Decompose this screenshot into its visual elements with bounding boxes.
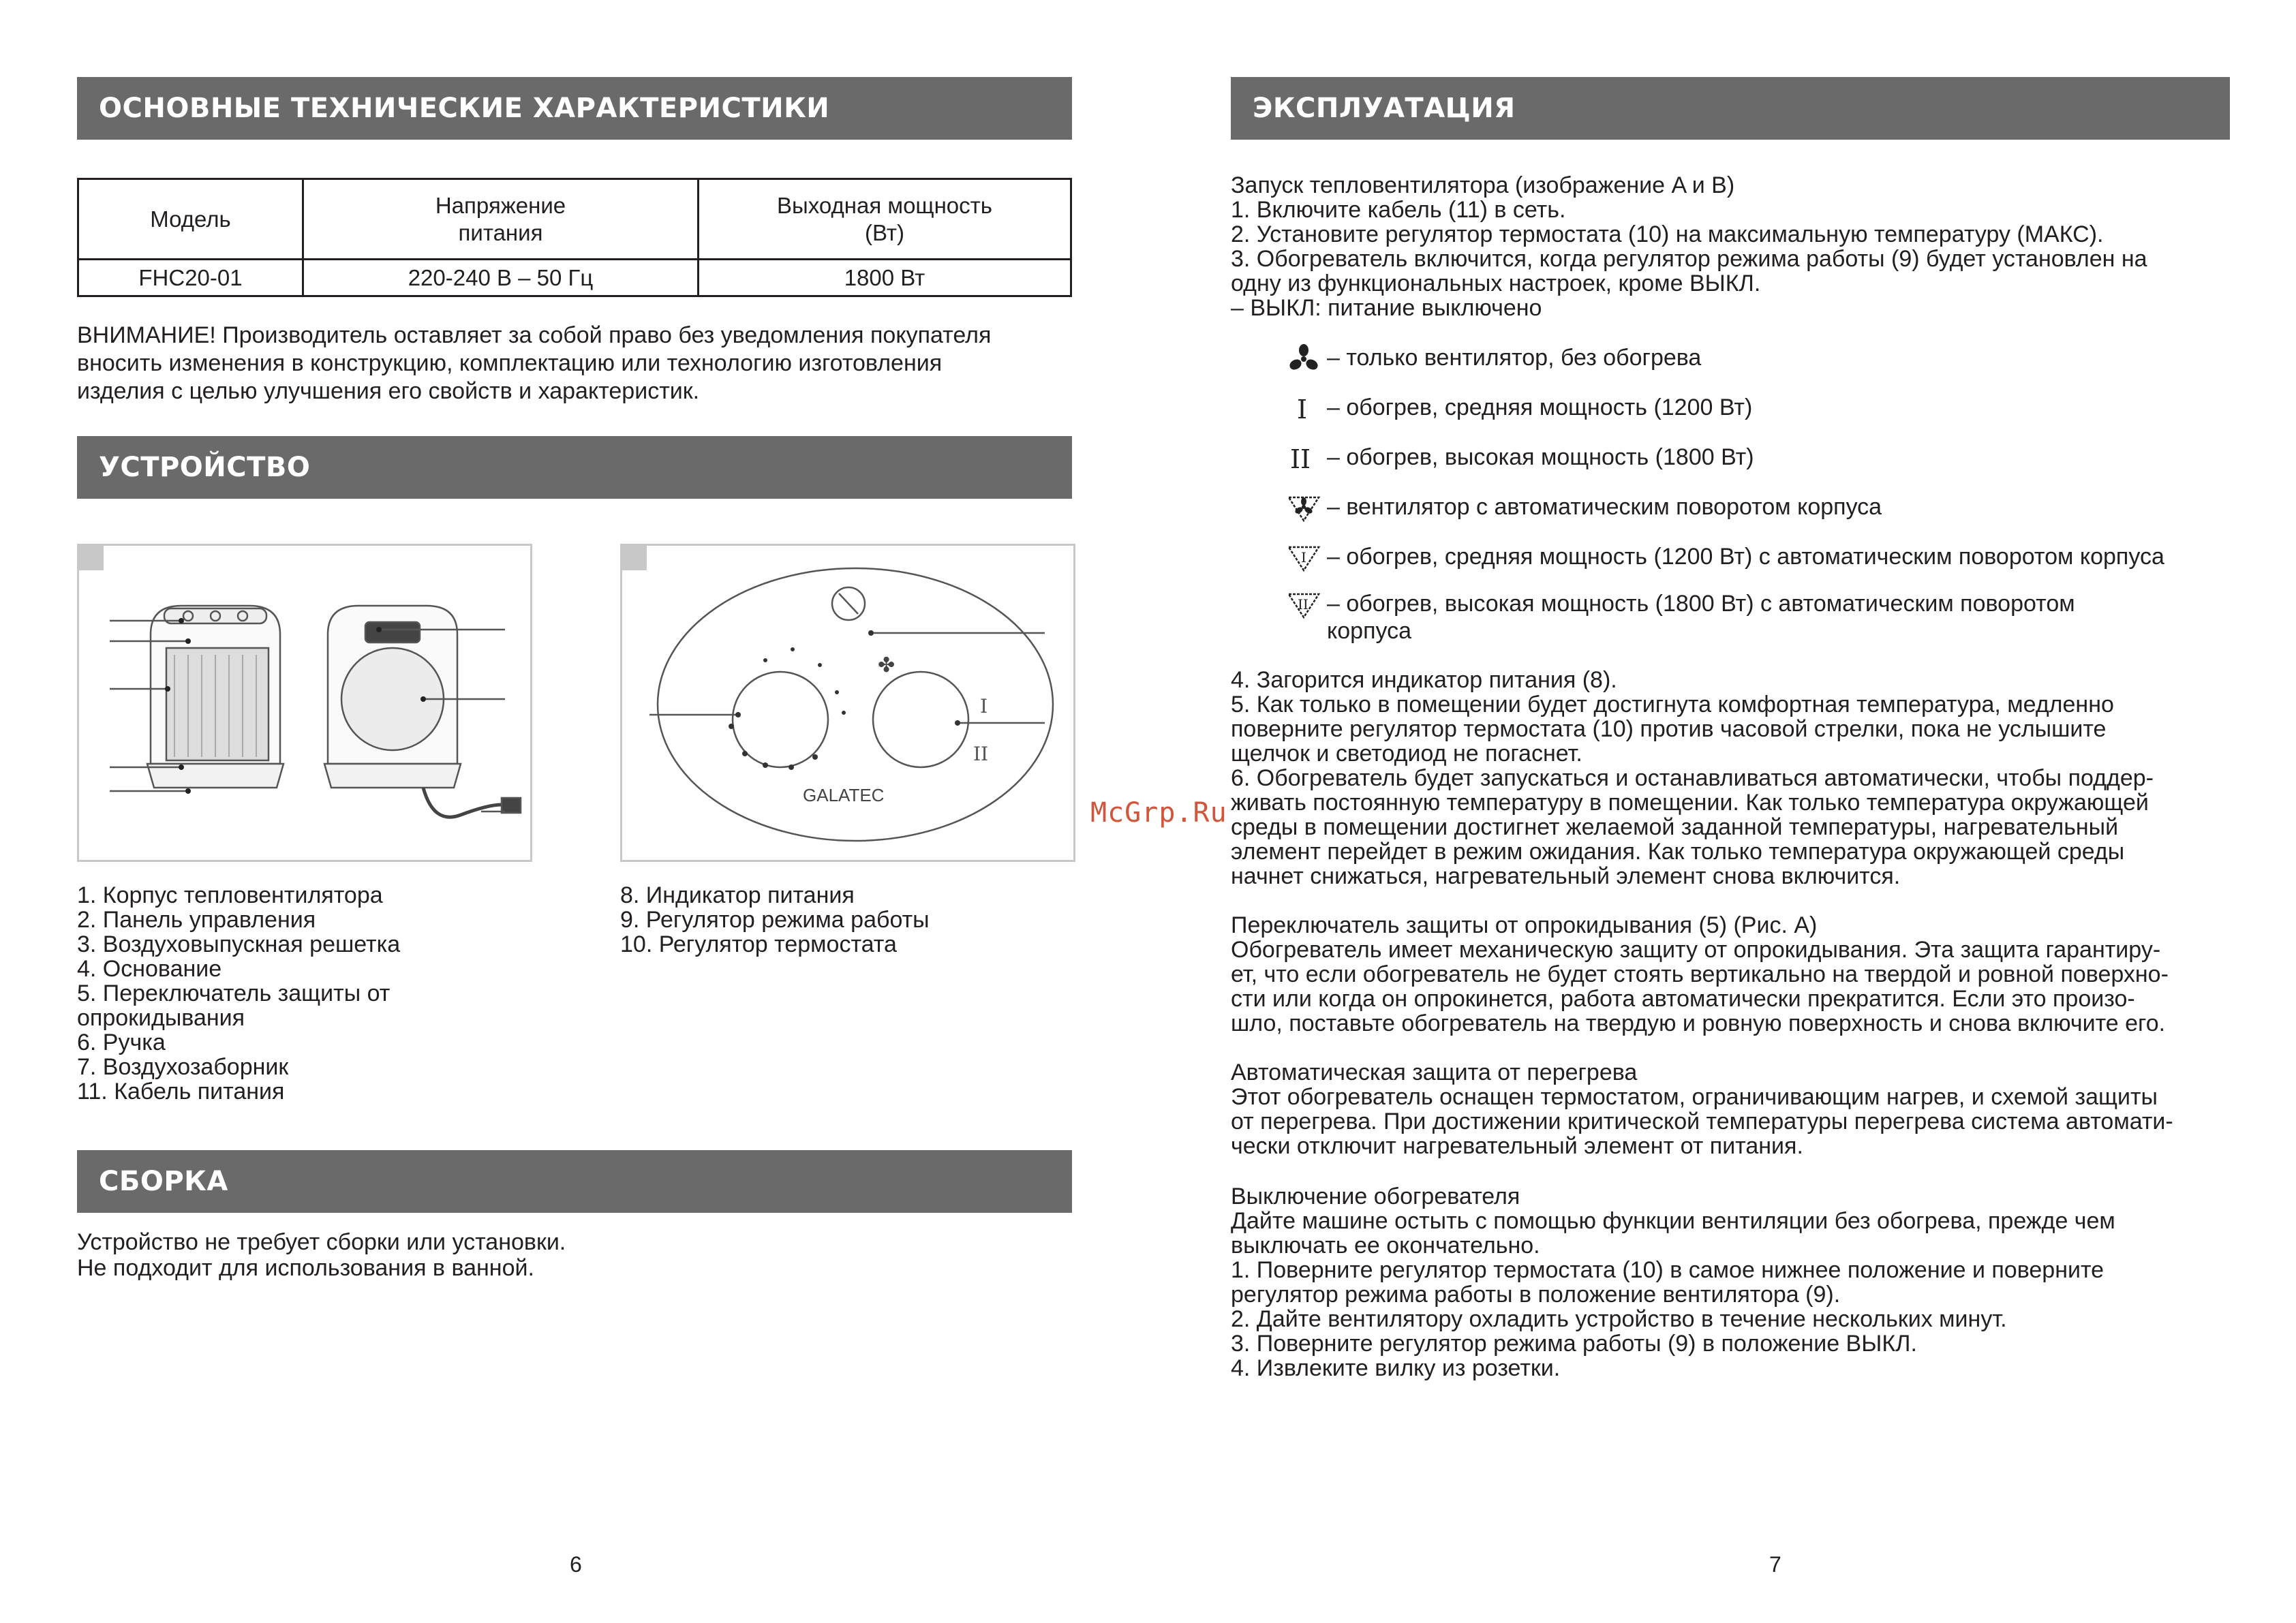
mode-text-heat-low: – обогрев, средняя мощность (1200 Вт): [1327, 395, 1753, 420]
heat-low-oscillate-icon: [1285, 543, 1323, 573]
spec-cell-model: FHC20-01: [78, 260, 303, 296]
assembly-text: Устройство не требует сборки или установки. Не подходит для использования в ванной.: [77, 1229, 566, 1281]
heat-high-icon: [1285, 444, 1323, 474]
parts-list-left: 1. Корпус тепловентилятора 2. Панель управления 3. Воздуховыпускная решетка 4. Основание 5. Переключатель защиты от опрокидывания 6. Ручка 7. Воздухозаборник 11. Кабель питания: [77, 882, 401, 1104]
fan-oscillate-icon: [1285, 493, 1323, 523]
operation-intro: Запуск тепловентилятора (изображение A и B) 1. Включите кабель (11) в сеть. 2. Установите регулятор термостата (10) на максимальную температуру (МАКС). 3. Обогреватель включится, когда регулятор режима работы (9) будет установлен на одну из функциональных настроек, кроме ВЫКЛ. – ВЫКЛ: питание выключено: [1231, 172, 2147, 321]
heat-high-oscillate-icon: [1285, 590, 1323, 620]
mode-text-heat-low-oscillate: – обогрев, средняя мощность (1200 Вт) с автоматическим поворотом корпуса: [1327, 544, 2164, 570]
operation-steps-continued: 4. Загорится индикатор питания (8). 5. Как только в помещении будет достигнута комфортная температура, медленно поверните регулятор термостата (10) против часовой стрелки, пока не услышите щелчок и светодиод не погаснет. 6. Обогреватель будет запускаться и останавливаться автоматически, чтобы поддер- живать постоянную температуру в помещении. Как только температура окружающей среды в помещении достигнет желаемой заданной температуры, нагревательный элемент перейдет в режим ожидания. Как только температура окружающей среды начнет снижаться, нагревательный элемент снова включится.: [1231, 667, 2154, 889]
svg-text:I: I: [980, 695, 988, 717]
page-number-right: 7: [1769, 1552, 1781, 1577]
spec-header-voltage: Напряжение питания: [303, 179, 699, 260]
watermark-text: McGrp.Ru: [1090, 797, 1227, 829]
mode-text-fan: – только вентилятор, без обогрева: [1327, 345, 1702, 371]
svg-text:✤: ✤: [878, 653, 896, 677]
spec-cell-voltage: 220-240 В – 50 Гц: [303, 260, 699, 296]
brand-logo-text: GALATEC: [803, 785, 885, 805]
assembly-section-title: СБОРКА: [77, 1150, 1072, 1213]
heat-low-icon: [1285, 394, 1323, 424]
operation-section-title: ЭКСПЛУАТАЦИЯ: [1231, 77, 2230, 140]
overheat-protection-text: Автоматическая защита от перегрева Этот обогреватель оснащен термостатом, ограничивающим нагрев, и схемой защиты от перегрева. При достижении критической температуры перегрева система автомати- чески отключит нагревательный элемент от питания.: [1231, 1060, 2173, 1159]
fan-icon: [1285, 344, 1323, 374]
svg-text:II: II: [1298, 596, 1308, 613]
mode-text-heat-high: – обогрев, высокая мощность (1800 Вт): [1327, 444, 1754, 470]
svg-text:I: I: [1301, 549, 1306, 566]
spec-header-model: Модель: [78, 179, 303, 260]
svg-text:II: II: [1290, 444, 1311, 474]
svg-text:II: II: [973, 743, 989, 765]
mode-text-heat-high-oscillate: – обогрев, высокая мощность (1800 Вт) с автоматическим поворотом корпуса: [1327, 591, 2075, 644]
shutdown-text: Выключение обогревателя Дайте машине остыть с помощью функции вентиляции без обогрева, прежде чем выключать ее окончательно. 1. Поверните регулятор термостата (10) в самое нижнее положение и поверните регулятор режима работы в положение вентилятора (9). 2. Дайте вентилятору охладить устройство в течение нескольких минут. 3. Поверните регулятор режима работы (9) в положение ВЫКЛ. 4. Извлеките вилку из розетки.: [1231, 1184, 2115, 1381]
page-number-left: 6: [570, 1552, 582, 1577]
spec-cell-power: 1800 Вт: [699, 260, 1071, 296]
svg-text:I: I: [1297, 395, 1308, 424]
spec-section-title: ОСНОВНЫЕ ТЕХНИЧЕСКИЕ ХАРАКТЕРИСТИКИ: [77, 77, 1072, 140]
parts-list-right: 8. Индикатор питания 9. Регулятор режима работы 10. Регулятор термостата: [620, 882, 930, 957]
notice-text: ВНИМАНИЕ! Производитель оставляет за собой право без уведомления покупателя вносить изменения в конструкцию, комплектацию или технологию изготовления изделия с целью улучшения его свойств и характеристик.: [77, 322, 992, 404]
device-section-title: УСТРОЙСТВО: [77, 436, 1072, 499]
mode-text-fan-oscillate: – вентилятор с автоматическим поворотом корпуса: [1327, 494, 1882, 520]
spec-header-power: Выходная мощность (Вт): [699, 179, 1071, 260]
tipover-protection-text: Переключатель защиты от опрокидывания (5) (Рис. А) Обогреватель имеет механическую защиту от опрокидывания. Эта защита гарантиру- ет, что если обогреватель не будет стоять вертикально на твердой и ровной поверхно- сти или когда он опрокинется, работа автоматически прекратится. Если это произо- шло, поставьте обогреватель на твердую и ровную поверхность и снова включите его.: [1231, 912, 2169, 1036]
